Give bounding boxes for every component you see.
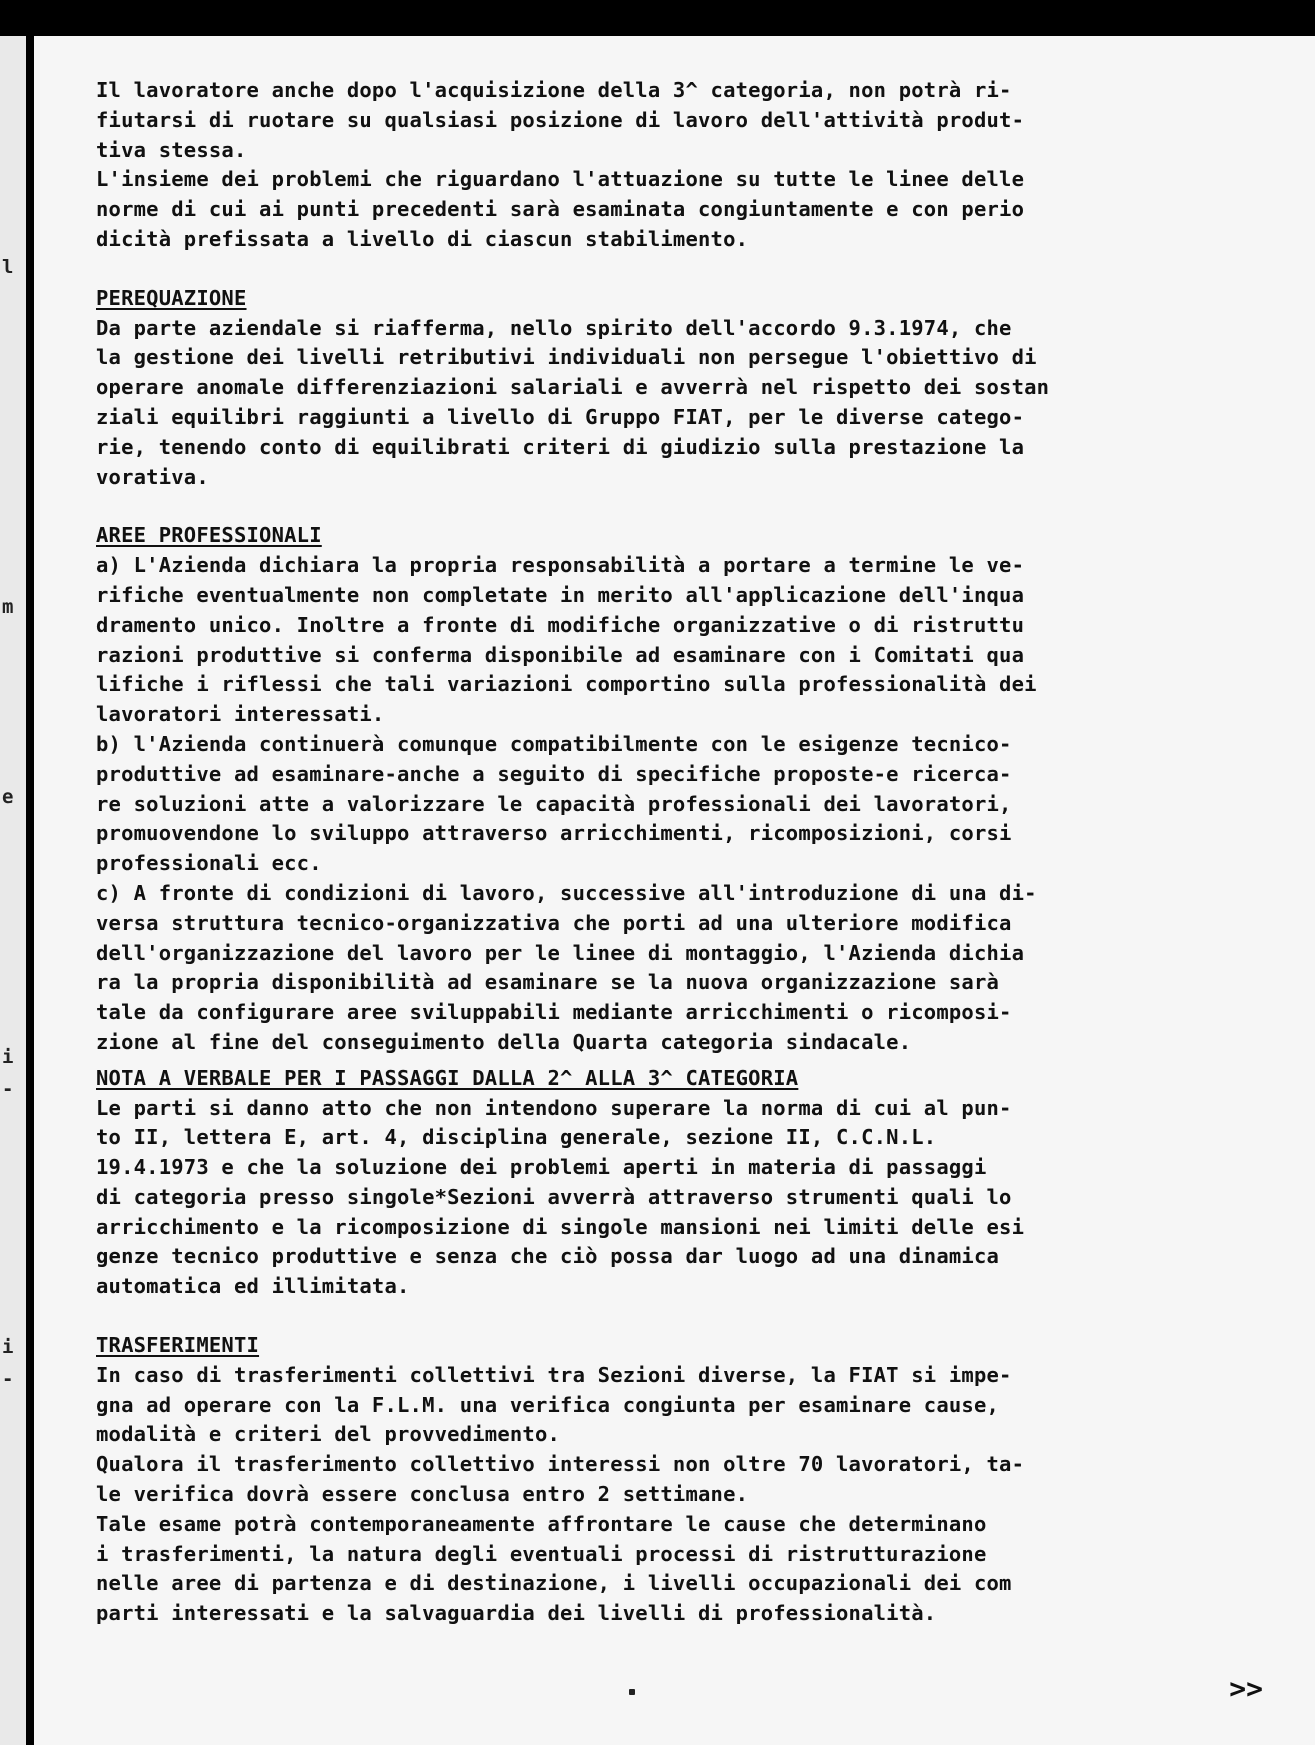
text-line: automatica ed illimitata. [96,1274,410,1299]
text-line: arricchimento e la ricomposizione di singole mansioni nei limiti delle esi [96,1214,1025,1239]
text-line: versa struttura tecnico-organizzativa che porti ad una ulteriore modifica [96,910,1012,935]
text-line: vorativa. [96,464,209,489]
text-line: operare anomale differenziazioni salariali e avverrà nel rispetto dei sostan [96,375,1050,400]
section-aree-professionali [96,521,1276,1057]
text-line: fiutarsi di ruotare su qualsiasi posizione di lavoro dell'attività produt- [96,107,1025,132]
section-heading: AREE PROFESSIONALI [96,523,322,548]
text-line: professionali ecc. [96,851,322,876]
document-page [34,36,1315,1745]
text-line: genze tecnico produttive e senza che ciò possa dar luogo ad una dinamica [96,1244,1000,1269]
section-heading: PEREQUAZIONE [96,285,247,310]
text-line: In caso di trasferimenti collettivi tra Sezioni diverse, la FIAT si impe- [96,1362,1012,1387]
section-perequazione [96,284,1276,493]
text-line: norme di cui ai punti precedenti sarà esaminata congiuntamente e con perio [96,197,1025,222]
margin-char: i [2,1046,14,1068]
section-heading: TRASFERIMENTI [96,1333,260,1358]
text-line: parti interessati e la salvaguardia dei livelli di professionalità. [96,1601,937,1626]
text-line: lavoratori interessati. [96,702,385,727]
text-line: Da parte aziendale si riafferma, nello spirito dell'accordo 9.3.1974, che [96,315,1012,340]
margin-char: - [2,1078,14,1100]
text-line: dell'organizzazione del lavoro per le linee di montaggio, l'Azienda dichia [96,940,1025,965]
text-line: ra la propria disponibilità ad esaminare se la nuova organizzazione sarà [96,970,1000,995]
text-line: rie, tenendo conto di equilibrati criteri di giudizio sulla prestazione la [96,434,1025,459]
text-line: nelle aree di partenza e di destinazione, i livelli occupazionali dei com [96,1571,1012,1596]
text-line: i trasferimenti, la natura degli eventuali processi di ristrutturazione [96,1541,987,1566]
text-line: le verifica dovrà essere conclusa entro 2 settimane. [96,1482,749,1507]
text-line: promuovendone lo sviluppo attraverso arricchimenti, ricomposizioni, corsi [96,821,1012,846]
text-line: re soluzioni atte a valorizzare le capacità professionali dei lavoratori, [96,791,1012,816]
intro-paragraph-1 [96,76,1276,165]
text-line: ziali equilibri raggiunti a livello di Gruppo FIAT, per le diverse catego- [96,404,1025,429]
text-line: lifiche i riflessi che tali variazioni comportino sulla professionalità dei [96,672,1037,697]
text-line: gna ad operare con la F.L.M. una verifica congiunta per esaminare cause, [96,1392,1000,1417]
text-line: Tale esame potrà contemporaneamente affrontare le cause che determinano [96,1511,987,1536]
margin-char: m [2,596,14,618]
ink-spot [629,1689,635,1695]
text-line: produttive ad esaminare-anche a seguito di specifiche proposte-e ricerca- [96,761,1012,786]
text-line: Il lavoratore anche dopo l'acquisizione della 3^ categoria, non potrà ri- [96,78,1012,102]
margin-char: - [2,1368,14,1390]
text-line: di categoria presso singole*Sezioni avverrà attraverso strumenti quali lo [96,1184,1012,1209]
margin-char: i [2,1336,14,1358]
margin-char: e [2,786,14,808]
section-trasferimenti [96,1331,1276,1629]
text-line: Qualora il trasferimento collettivo interessi non oltre 70 lavoratori, ta- [96,1452,1025,1477]
section-heading: NOTA A VERBALE PER I PASSAGGI DALLA 2^ ALLA 3^ CATEGORIA [96,1065,799,1090]
text-line: modalità e criteri del provvedimento. [96,1422,561,1447]
text-line: to II, lettera E, art. 4, disciplina generale, sezione II, C.C.N.L. [96,1125,937,1150]
text-line: 19.4.1973 e che la soluzione dei problemi aperti in materia di passaggi [96,1155,987,1180]
continuation-arrow-icon: >> [1229,1672,1263,1705]
text-line: L'insieme dei problemi che riguardano l'attuazione su tutte le linee delle [96,167,1025,192]
text-line: c) A fronte di condizioni di lavoro, successive all'introduzione di una di- [96,880,1037,905]
text-line: tale da configurare aree sviluppabili mediante arricchimenti o ricomposi- [96,1000,1012,1025]
section-nota-a-verbale [96,1064,1276,1302]
text-line: dramento unico. Inoltre a fronte di modifiche organizzative o di ristruttu [96,612,1025,637]
document-body [96,76,1276,1629]
text-line: zione al fine del conseguimento della Quarta categoria sindacale. [96,1029,912,1054]
text-line: rifiche eventualmente non completate in merito all'applicazione dell'inqua [96,582,1025,607]
margin-char: l [2,256,14,278]
text-line: tiva stessa. [96,137,247,162]
intro-paragraph-2 [96,165,1276,254]
text-line: b) l'Azienda continuerà comunque compatibilmente con le esigenze tecnico- [96,731,1012,756]
left-page-strip [0,36,26,1745]
text-line: Le parti si danno atto che non intendono superare la norma di cui al pun- [96,1095,1012,1120]
text-line: razioni produttive si conferma disponibile ad esaminare con i Comitati qua [96,642,1025,667]
text-line: la gestione dei livelli retributivi individuali non persegue l'obiettivo di [96,345,1037,370]
text-line: dicità prefissata a livello di ciascun stabilimento. [96,226,749,251]
text-line: a) L'Azienda dichiara la propria responsabilità a portare a termine le ve- [96,553,1025,578]
